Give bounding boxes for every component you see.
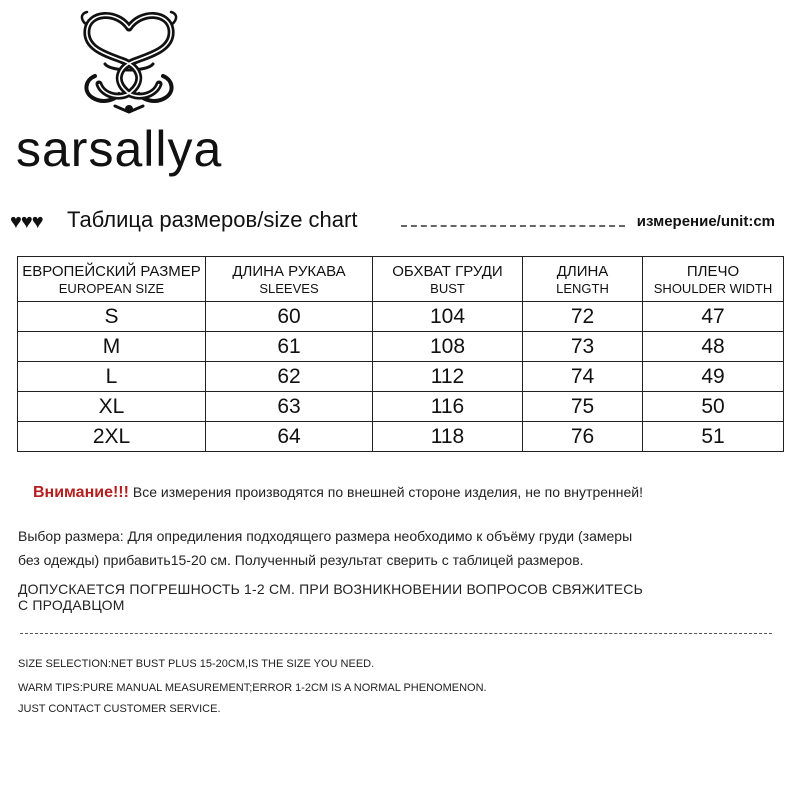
sleeves-cell: 63	[206, 392, 373, 422]
tolerance-text-line-2: С ПРОДАВЦОМ	[18, 597, 125, 613]
size-cell: L	[18, 362, 206, 392]
column-header-ru: ПЛЕЧО	[686, 262, 740, 280]
sleeves-cell: 62	[206, 362, 373, 392]
column-header-european-size	[18, 257, 206, 302]
size-choice-text-line-1: Выбор размера: Для опредиления подходящего размера необходимо к объёму груди (замеры	[18, 528, 633, 544]
column-header-en: EUROPEAN SIZE	[58, 280, 165, 296]
shoulder-cell: 47	[643, 302, 784, 332]
column-header-length	[523, 257, 643, 302]
bust-cell: 116	[373, 392, 523, 422]
brand-wordmark: sarsallya	[16, 121, 223, 177]
column-header-en: SLEEVES	[259, 280, 319, 296]
warning-note	[33, 484, 643, 502]
column-header-ru: ДЛИНА	[556, 262, 609, 280]
column-header-ru: ДЛИНА РУКАВА	[232, 262, 346, 280]
size-cell: M	[18, 332, 206, 362]
size-chart-table	[17, 256, 784, 452]
bust-cell: 108	[373, 332, 523, 362]
size-cell: S	[18, 302, 206, 332]
sleeves-cell: 60	[206, 302, 373, 332]
title-dashed-line	[401, 225, 625, 227]
sleeves-cell: 61	[206, 332, 373, 362]
column-header-shoulder-width	[643, 257, 784, 302]
size-choice-text-line-2: без одежды) прибавить15-20 см. Полученный результат сверить с таблицей размеров.	[18, 552, 584, 568]
length-cell: 76	[523, 422, 643, 452]
column-header-sleeves	[206, 257, 373, 302]
title-row	[10, 204, 790, 238]
tolerance-text-line-1: ДОПУСКАЕТСЯ ПОГРЕШНОСТЬ 1-2 СМ. ПРИ ВОЗНИКНОВЕНИИ ВОПРОСОВ СВЯЖИТЕСЬ	[18, 581, 643, 597]
table-row	[18, 362, 784, 392]
bust-cell: 118	[373, 422, 523, 452]
shoulder-cell: 50	[643, 392, 784, 422]
length-cell: 74	[523, 362, 643, 392]
column-header-en: SHOULDER WIDTH	[653, 280, 773, 296]
size-cell: XL	[18, 392, 206, 422]
shoulder-cell: 49	[643, 362, 784, 392]
unit-label: измерение/unit:cm	[636, 213, 775, 230]
tip-line-3: JUST CONTACT CUSTOMER SERVICE.	[18, 703, 221, 715]
column-header-ru: ЕВРОПЕЙСКИЙ РАЗМЕР	[22, 262, 201, 280]
hearts-icon: ♥♥♥	[10, 211, 43, 233]
table-row	[18, 332, 784, 362]
tip-line-2: WARM TIPS:PURE MANUAL MEASUREMENT;ERROR 1-2CM IS A NORMAL PHENOMENON.	[18, 682, 487, 694]
table-row	[18, 422, 784, 452]
length-cell: 75	[523, 392, 643, 422]
tip-line-1: SIZE SELECTION:NET BUST PLUS 15-20CM,IS THE SIZE YOU NEED.	[18, 658, 375, 670]
warning-text: Все измерения производятся по внешней стороне изделия, не по внутренней!	[128, 484, 643, 500]
column-header-bust	[373, 257, 523, 302]
sleeves-cell: 64	[206, 422, 373, 452]
length-cell: 73	[523, 332, 643, 362]
page-title: Таблица размеров/size chart	[67, 207, 358, 232]
table-header-row	[18, 257, 784, 302]
column-header-en: BUST	[430, 280, 465, 296]
bust-cell: 112	[373, 362, 523, 392]
column-header-ru: ОБХВАТ ГРУДИ	[392, 262, 503, 280]
shoulder-cell: 48	[643, 332, 784, 362]
table-row	[18, 302, 784, 332]
size-cell: 2XL	[18, 422, 206, 452]
dashed-divider	[20, 633, 772, 634]
warning-label: Внимание!!!	[33, 484, 129, 501]
length-cell: 72	[523, 302, 643, 332]
shoulder-cell: 51	[643, 422, 784, 452]
ornamental-ss-monogram-icon	[75, 6, 183, 114]
bust-cell: 104	[373, 302, 523, 332]
column-header-en: LENGTH	[556, 280, 609, 296]
table-row	[18, 392, 784, 422]
